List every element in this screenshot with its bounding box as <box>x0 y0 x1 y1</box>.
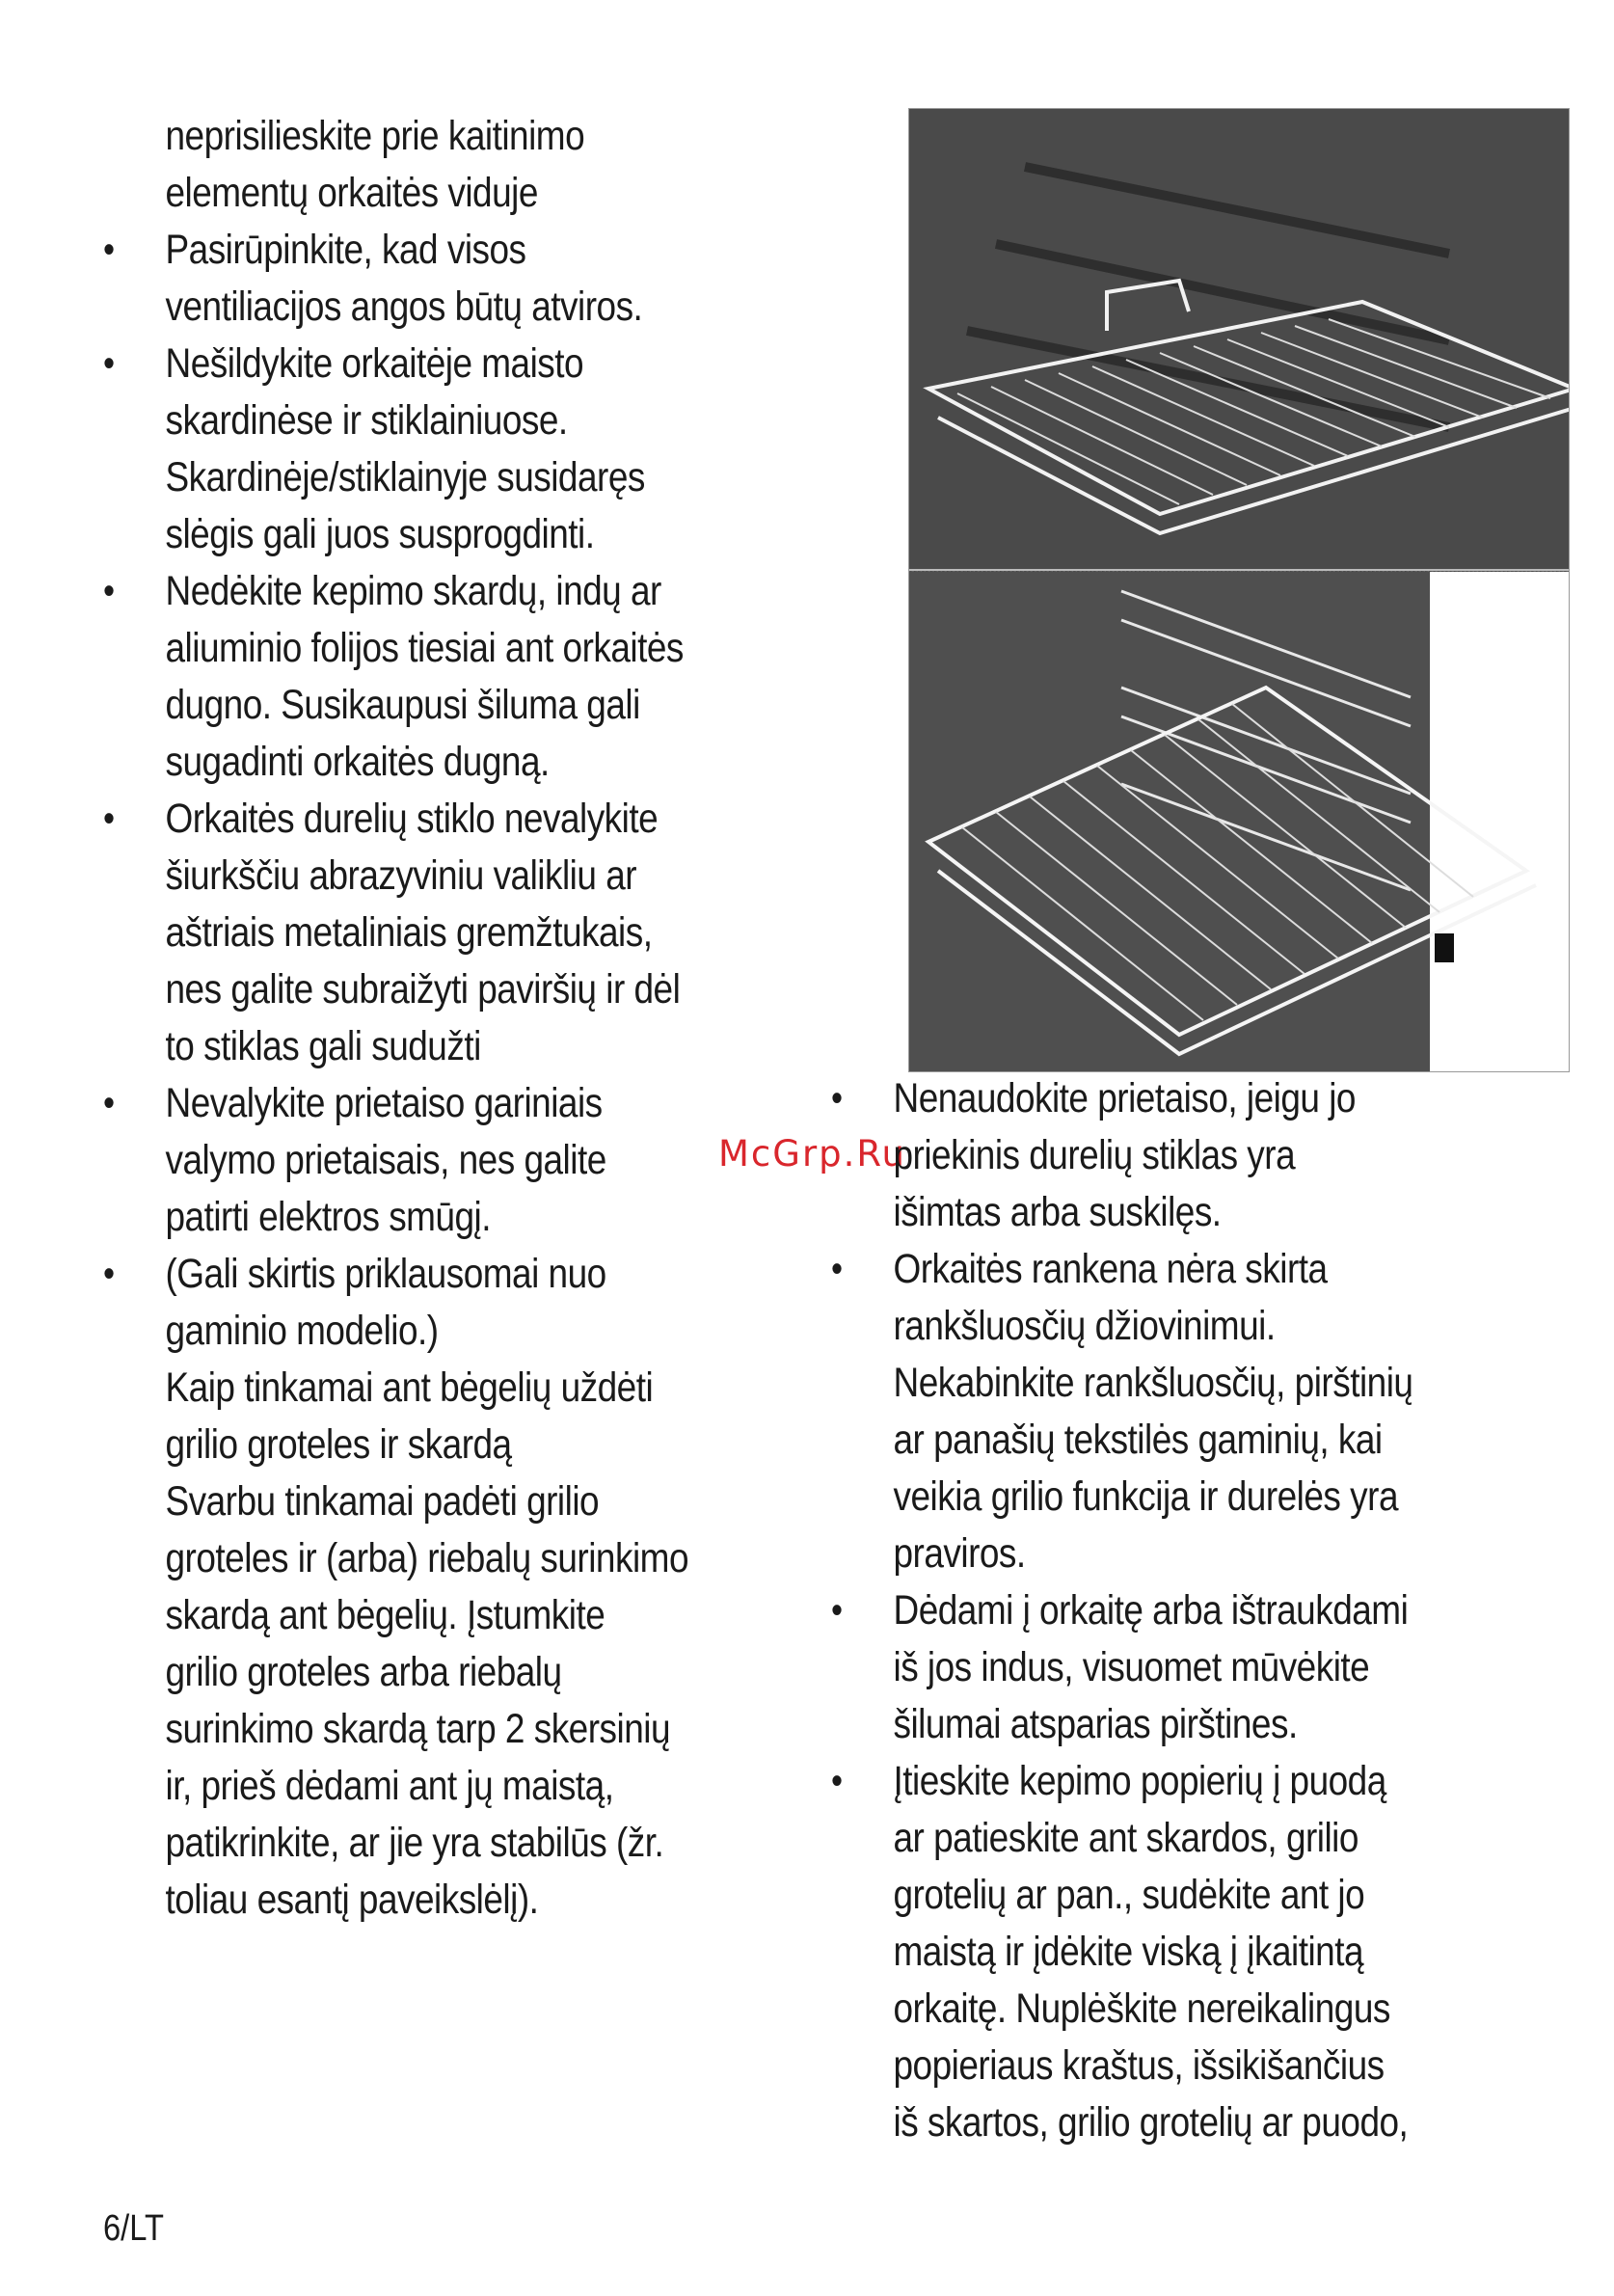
lower-panel <box>909 572 1430 1071</box>
page-number: 6/LT <box>103 2208 164 2249</box>
list-item <box>103 1246 750 1929</box>
bullet-icon: • <box>831 1760 843 1802</box>
list-item-text: Nešildykite orkaitėje maisto skardinėse ir stiklainiuose. Skardinėje/stiklainyje susidaręs slėgis gali juos susprogdinti. <box>165 340 645 557</box>
intro-text: neprisilieskite prie kaitinimo elementų orkaitės viduje <box>165 113 585 216</box>
list-item-text: Nevalykite prietaiso gariniais valymo prietaisais, nes galite patirti elektros smūgį. <box>165 1080 606 1240</box>
list-item <box>103 791 750 1075</box>
list-item <box>103 1075 750 1246</box>
list-item-text: (Gali skirtis priklausomai nuo gaminio modelio.) Kaip tinkamai ant bėgelių uždėti grilio groteles ir skardą Svarbu tinkamai padėti grilio groteles ir (arba) riebalų surinkimo skardą ant bėgelių. Įstumkite grilio groteles arba riebalų surinkimo skardą tarp 2 skersinių ir, prieš dėdami ant jų maistą, patikrinkite, ar jie yra stabilūs (žr. toliau esantį paveikslėlį). <box>165 1251 688 1923</box>
list-item <box>831 1070 1478 1241</box>
list-item-text: Įtieskite kepimo popierių į puodą ar patieskite ant skardos, grilio grotelių ar pan., sudėkite ant jo maistą ir įdėkite viską į įkaitintą orkaitę. Nuplėškite nereikalingus popieriaus kraštus, išsikišančius iš skartos, grilio grotelių ar puodo, <box>893 1758 1409 2146</box>
right-column <box>831 1070 1525 2151</box>
oven-fan-slot <box>1435 933 1454 962</box>
bullet-icon: • <box>103 342 115 385</box>
list-item <box>831 1241 1478 1582</box>
watermark: McGrp.Ru <box>718 1133 906 1175</box>
bullet-icon: • <box>103 570 115 612</box>
list-item-text: Orkaitės rankena nėra skirta rankšluosčių džiovinimui. Nekabinkite rankšluosčių, pirštinių ar panašių tekstilės gaminių, kai veikia grilio funkcija ir durelės yra praviros. <box>893 1246 1413 1577</box>
bullet-icon: • <box>831 1077 843 1120</box>
list-item-text: Dėdami į orkaitę arba ištraukdami iš jos indus, visuomet mūvėkite šilumai atsparias pirštines. <box>893 1587 1409 1747</box>
left-text-block <box>103 108 750 1929</box>
bullet-icon: • <box>103 797 115 840</box>
list-item-text: Pasirūpinkite, kad visos ventiliacijos angos būtų atviros. <box>165 227 643 330</box>
left-column <box>103 108 797 1929</box>
list-item-text: Orkaitės durelių stiklo nevalykite šiurkščiu abrazyviniu valikliu ar aštriais metaliniais gremžtukais, nes galite subraižyti paviršių ir dėl to stiklas gali sudužti <box>165 796 681 1069</box>
bullet-icon: • <box>103 1253 115 1295</box>
list-item-text: Nenaudokite prietaiso, jeigu jo priekinis durelių stiklas yra išimtas arba suskilęs. <box>893 1075 1356 1235</box>
list-item <box>831 1753 1478 2151</box>
bullet-icon: • <box>103 1082 115 1124</box>
list-item <box>103 563 750 791</box>
lower-panel-background <box>1430 572 1569 1071</box>
bullet-icon: • <box>831 1589 843 1632</box>
oven-rack-illustration <box>908 108 1570 1072</box>
right-text-block <box>831 1070 1478 2151</box>
list-item <box>103 336 750 563</box>
oven-rack-drawing <box>909 109 1569 1071</box>
list-item-text: Nedėkite kepimo skardų, indų ar aliuminio folijos tiesiai ant orkaitės dugno. Susikaupusi šiluma gali sugadinti orkaitės dugną. <box>165 568 684 785</box>
list-item <box>103 222 750 336</box>
list-item <box>831 1582 1478 1753</box>
bullet-icon: • <box>831 1248 843 1290</box>
bullet-icon: • <box>103 229 115 271</box>
